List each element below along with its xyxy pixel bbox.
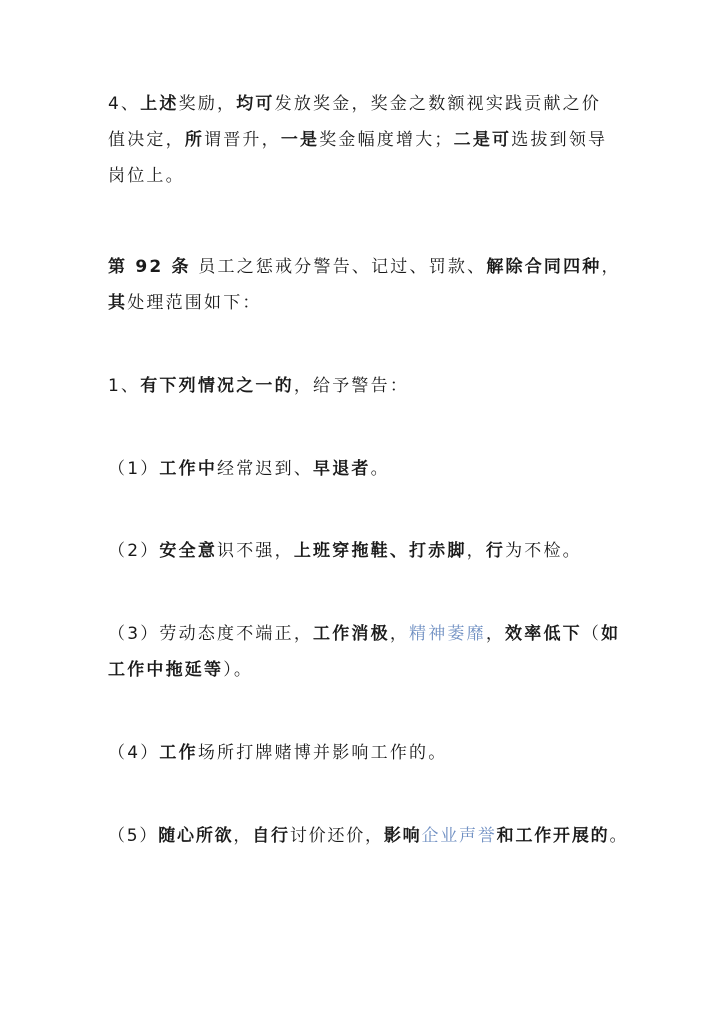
list-item-4 xyxy=(108,735,628,771)
text-run: 员工之惩戒分警告、记过、罚款、 xyxy=(190,257,487,277)
bold-text: 工作消极 xyxy=(313,624,390,644)
text-run: 讨价还价， xyxy=(289,826,384,846)
text-run: ， xyxy=(485,624,506,644)
text-line xyxy=(108,451,628,487)
list-item-2 xyxy=(108,533,628,569)
text-run: 4、 xyxy=(108,94,141,114)
text-run: （2） xyxy=(108,541,160,561)
bold-text: 行 xyxy=(485,541,506,561)
paragraph-reward-bonus xyxy=(108,86,628,194)
text-run: 值决定， xyxy=(108,130,185,150)
highlighted-text: 企业声誉 xyxy=(421,826,497,846)
bold-text: 早退者 xyxy=(313,459,371,479)
text-line xyxy=(108,86,628,122)
text-run: ， xyxy=(601,257,621,277)
text-line xyxy=(108,533,628,569)
bold-text: 工作 xyxy=(159,743,198,763)
text-line xyxy=(108,616,628,652)
bold-text: 有下列情况之一的 xyxy=(140,376,294,396)
text-run: （5） xyxy=(108,826,159,846)
bold-text: 均可 xyxy=(236,94,275,114)
bold-text: 安全意 xyxy=(159,541,218,561)
bold-text: 上班穿拖鞋、打赤脚 xyxy=(293,541,467,561)
bold-text: 上述 xyxy=(140,94,179,114)
text-run: 发放奖金，奖金之数额视实践贡献之价 xyxy=(274,94,602,114)
text-run: 谓晋升， xyxy=(204,130,281,150)
text-run: 。 xyxy=(609,826,629,846)
warning-intro xyxy=(108,368,628,404)
list-item-1 xyxy=(108,451,628,487)
highlighted-text: 精神萎靡 xyxy=(409,624,486,644)
text-run: 识不强， xyxy=(217,541,294,561)
text-run: 1、 xyxy=(108,376,141,396)
list-item-5 xyxy=(108,818,628,854)
text-run: ，给予警告： xyxy=(293,376,410,396)
bold-text: 其 xyxy=(108,293,128,313)
bold-text: 工作中拖延等 xyxy=(108,660,224,680)
text-line xyxy=(108,818,628,854)
bold-text: 和工作开展的 xyxy=(496,826,610,846)
bold-text: 一是 xyxy=(280,130,320,150)
text-run: 场所打牌赌博并影响工作的。 xyxy=(197,743,448,763)
text-run: 。 xyxy=(370,459,390,479)
bold-text: 解除合同四种 xyxy=(486,257,602,277)
bold-text: 自行 xyxy=(252,826,290,846)
text-run: 奖励， xyxy=(178,94,237,114)
bold-text: 效率低下 xyxy=(505,624,582,644)
bold-text: 所 xyxy=(184,130,205,150)
text-line xyxy=(108,158,628,194)
text-run: 经常迟到、 xyxy=(217,459,314,479)
text-run: （3）劳动态度不端正， xyxy=(108,624,314,644)
text-line xyxy=(108,285,628,321)
text-run: 岗位上。 xyxy=(108,166,185,186)
list-item-3 xyxy=(108,616,628,688)
text-line xyxy=(108,249,628,285)
text-run: ， xyxy=(389,624,410,644)
text-run: 为不检。 xyxy=(505,541,582,561)
text-run: 选拔到领导 xyxy=(511,130,608,150)
bold-text: 二是可 xyxy=(453,130,512,150)
text-run: ）。 xyxy=(223,660,254,680)
text-run: ， xyxy=(233,826,253,846)
text-run: 奖金幅度增大； xyxy=(319,130,454,150)
text-run: （1） xyxy=(108,459,160,479)
bold-text: 影响 xyxy=(383,826,422,846)
text-run: （ xyxy=(581,624,602,644)
bold-text: 如 xyxy=(601,624,621,644)
text-line xyxy=(108,368,628,404)
bold-text: 工作中 xyxy=(159,459,218,479)
text-run: ， xyxy=(466,541,486,561)
text-line xyxy=(108,122,628,158)
bold-text: 随心所欲 xyxy=(158,826,234,846)
bold-text: 第 92 条 xyxy=(108,257,191,277)
text-line xyxy=(108,735,628,771)
text-run: 处理范围如下： xyxy=(127,293,262,313)
text-line xyxy=(108,652,628,688)
text-run: （4） xyxy=(108,743,160,763)
article-92-heading xyxy=(108,249,628,321)
